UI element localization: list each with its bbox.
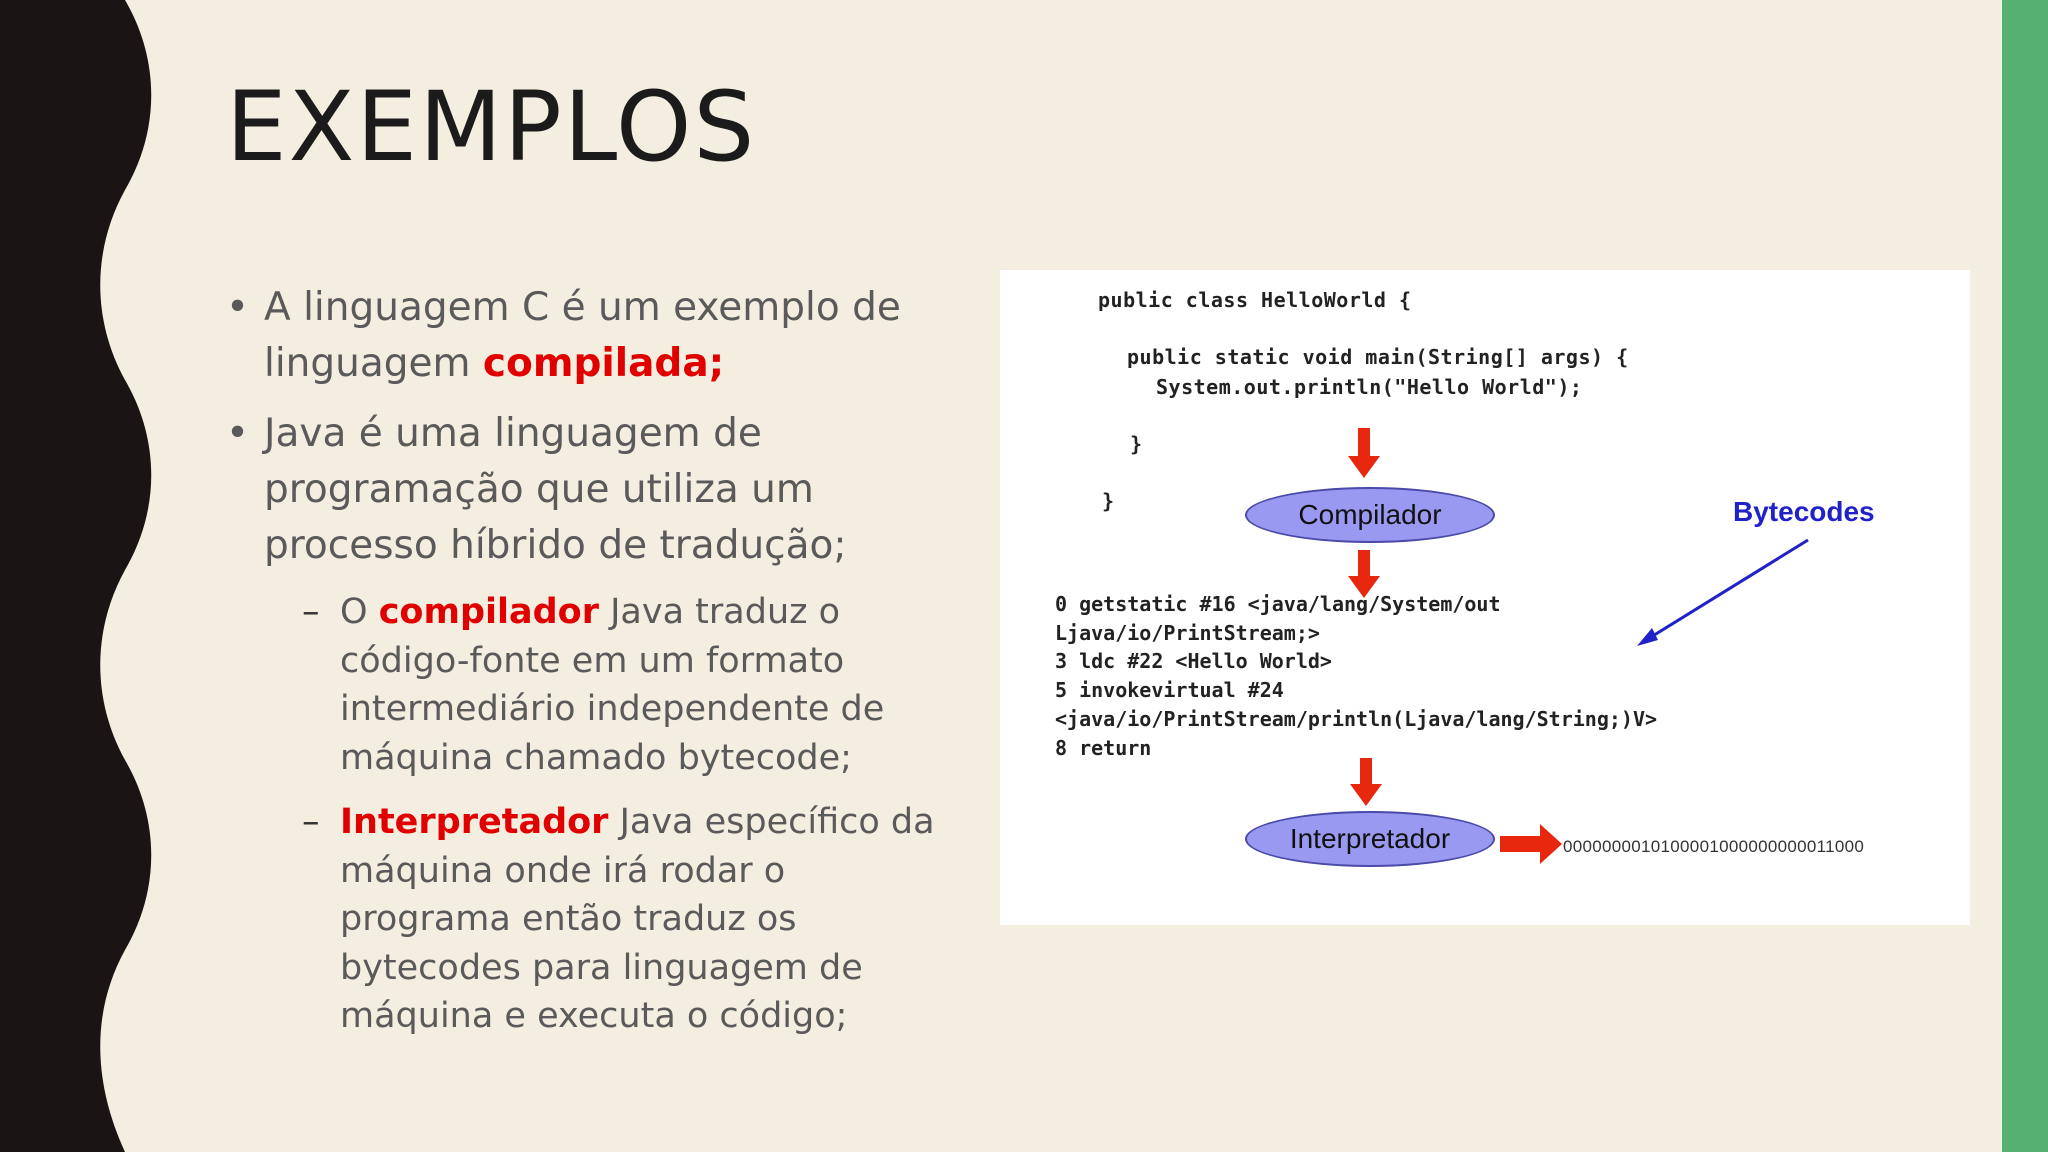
interpreter-ellipse: Interpretador (1245, 811, 1495, 867)
bytecode-line: 5 invokevirtual #24 (1055, 678, 1284, 702)
compiler-ellipse: Compilador (1245, 487, 1495, 543)
bullet-item (226, 280, 966, 392)
diagonal-arrow-head-icon (1637, 628, 1658, 646)
sub-bullet-text: O (340, 592, 379, 632)
bullet-text: A linguagem C é um exemplo de linguagem (264, 285, 901, 386)
source-line: System.out.println("Hello World"); (1156, 375, 1583, 399)
sub-bullet-text: Java específico da máquina onde irá rodar o programa então traduz os bytecodes para linguagem de máquina e executa o código; (340, 802, 935, 1036)
left-wave-band (0, 0, 160, 1152)
bullet-text: Java é uma linguagem de programação que utiliza um processo híbrido de tradução; (264, 411, 847, 568)
bytecode-line: 0 getstatic #16 <java/lang/System/out (1055, 592, 1501, 616)
source-line: public static void main(String[] args) { (1127, 345, 1629, 369)
bytecode-line: 3 ldc #22 <Hello World> (1055, 649, 1332, 673)
source-line: public class HelloWorld { (1098, 288, 1412, 312)
bytecode-line: 8 return (1055, 736, 1152, 760)
sub-bullet-item (226, 798, 966, 1041)
down-arrow-icon (1348, 428, 1380, 478)
sub-bullet-text: Java traduz o código-fonte em um formato intermediário independente de máquina chamado bytecode; (340, 592, 885, 778)
down-arrow-icon (1348, 550, 1380, 598)
source-line: } (1102, 489, 1115, 513)
bytecode-line: <java/io/PrintStream/println(Ljava/lang/String;)V> (1055, 707, 1658, 731)
bytecode-line: Ljava/io/PrintStream;> (1055, 621, 1320, 645)
bytecodes-label: Bytecodes (1733, 496, 1875, 527)
binary-output: 0000000010100001000000000011000 (1563, 837, 1865, 856)
highlight-interpretador: Interpretador (340, 802, 609, 842)
right-arrow-icon (1500, 824, 1562, 864)
highlight-compilador: compilador (378, 592, 599, 632)
java-compilation-diagram (1000, 270, 1970, 925)
down-arrow-icon (1350, 758, 1382, 806)
bullet-item (226, 406, 966, 574)
sub-bullet-item (226, 588, 966, 782)
highlight-compilada: compilada; (482, 341, 725, 386)
slide-title: EXEMPLOS (226, 71, 757, 183)
right-accent-band (2002, 0, 2048, 1152)
bullet-list (226, 280, 966, 1057)
source-line: } (1130, 432, 1143, 456)
